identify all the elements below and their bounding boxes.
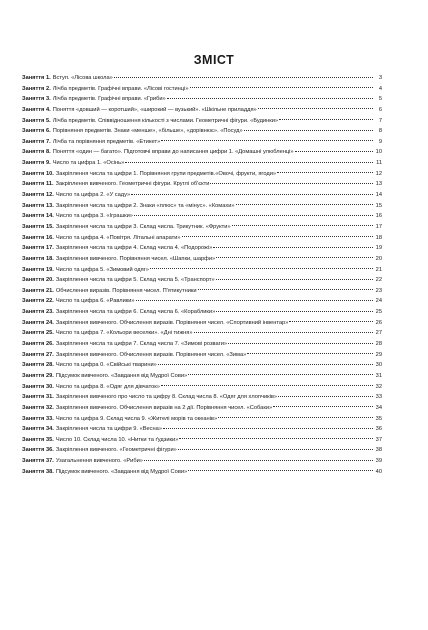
toc-entry-page: 19: [375, 245, 382, 252]
toc-entry-label: Заняття 31.: [22, 394, 54, 401]
toc-entry-title: Закріплення вивченого. Обчислення виразів на 2 дії. Порівняння чисел. «Собаки»: [55, 404, 273, 411]
dot-leader: [188, 374, 373, 375]
toc-entry-page: 37: [375, 436, 382, 443]
toc-entry: [22, 265, 382, 276]
dot-leader: [134, 215, 373, 216]
toc-entry-page: 12: [375, 170, 382, 177]
toc-entry: [22, 169, 382, 180]
toc-entry-page: 13: [375, 181, 382, 188]
toc-entry-title: Число та цифра 3. «Іграшки»: [55, 213, 133, 220]
dot-leader: [161, 140, 373, 141]
toc-entry-title: Обчислення виразів. Порівняння чисел. П'ятикутники: [55, 287, 197, 294]
toc-entry: [22, 392, 382, 403]
dot-leader: [178, 449, 373, 450]
toc-entry-title: Лічба та порівняння предметів. «Етикет»: [52, 138, 161, 145]
toc-entry-label: Заняття 33.: [22, 415, 54, 422]
toc-entry: [22, 222, 382, 233]
toc-entry-label: Заняття 13.: [22, 202, 54, 209]
toc-entry-label: Заняття 22.: [22, 298, 54, 305]
toc-entry-title: Підсумок вивченого. «Завдання від Мудрої Сови»: [55, 372, 188, 379]
toc-entry: [22, 350, 382, 361]
toc-entry: [22, 201, 382, 212]
toc-entry-page: 3: [378, 75, 382, 81]
toc-entry: [22, 307, 382, 318]
toc-entry-title: Закріплення вивченого. Геометричні фігури. Круглі об'єкти: [55, 181, 210, 188]
dot-leader: [144, 460, 373, 461]
toc-entry-title: Порівняння предметів. Знаки «менше», «більше», «дорівнює». «Посуд»: [52, 128, 243, 135]
dot-leader: [150, 268, 373, 269]
toc-entry-title: Закріплення числа та цифри 6. Склад числа 6. «Кораблики»: [55, 309, 216, 316]
toc-entry-title: Закріплення числа та цифри 1. Порівняння групи предметів.«Овочі, фрукти, ягоди»: [55, 170, 277, 177]
dot-leader: [228, 343, 373, 344]
toc-entry: [22, 126, 382, 137]
toc-entry-page: 36: [375, 426, 382, 433]
toc-entry: [22, 371, 382, 382]
dot-leader: [210, 183, 373, 184]
toc-entry-title: Закріплення числа та цифри 9. «Весна»: [55, 426, 162, 433]
toc-entry-label: Заняття 14.: [22, 213, 54, 220]
toc-entry-page: 11: [376, 160, 382, 167]
toc-entry-label: Заняття 12.: [22, 192, 54, 199]
toc-entry-title: Число та цифра 4. «Повітря. Літальні апарати»: [55, 234, 181, 241]
dot-leader: [161, 385, 373, 386]
toc-entry-page: 29: [375, 351, 382, 358]
toc-entry-label: Заняття 24.: [22, 319, 54, 326]
dot-leader: [198, 289, 373, 290]
toc-entry-title: Число та цифра 2. «У саду»: [55, 192, 131, 199]
dot-leader: [247, 353, 373, 354]
dot-leader: [218, 417, 373, 418]
toc-entry: [22, 233, 382, 244]
toc-entry-label: Заняття 2.: [22, 85, 51, 92]
toc-entry-label: Заняття 30.: [22, 383, 54, 390]
toc-entry-page: 27: [375, 330, 382, 337]
toc-entry-label: Заняття 5.: [22, 117, 51, 124]
toc-entry-title: Лічба предметів. Графічні вправи. «Лісові гостинці»: [52, 85, 189, 92]
toc-entry-page: 16: [375, 213, 382, 220]
toc-entry: [22, 467, 382, 478]
dot-leader: [167, 98, 373, 99]
toc-entry-page: 7: [378, 117, 382, 124]
toc-entry-title: Закріплення числа та цифри 5. Склад числа 5. «Транспорт»: [55, 277, 215, 284]
dot-leader: [194, 332, 373, 333]
dot-leader: [216, 257, 373, 258]
dot-leader: [136, 300, 373, 301]
toc-entry: [22, 414, 382, 425]
dot-leader: [278, 396, 373, 397]
toc-entry-title: Закріплення вивченого про число та цифру 8. Склад числа 8. «Одяг для хлопчиків»: [55, 394, 278, 401]
toc-entry-label: Заняття 3.: [22, 96, 51, 103]
toc-entry-page: 33: [375, 394, 382, 401]
toc-entry: [22, 147, 382, 158]
toc-entry-title: Закріплення вивченого. Обчислення виразів. Порівняння чисел. «Зима»: [55, 351, 247, 358]
toc-entry-label: Заняття 10.: [22, 170, 54, 177]
toc-entry-page: 8: [378, 128, 382, 135]
toc-entry-title: Закріплення вивченого. «Геометричні фігури»: [55, 447, 177, 454]
toc-entry-page: 15: [375, 202, 382, 209]
toc-entry-page: 38: [375, 447, 382, 454]
toc-entry: [22, 254, 382, 265]
toc-entry: [22, 94, 382, 105]
toc-entry: [22, 424, 382, 435]
dot-leader: [216, 311, 373, 312]
toc-entry-title: Число та цифра 7. «Кольори веселки». «Дні тижня»: [55, 330, 193, 337]
toc-entry-title: Число та цифра 9. Склад числа 9. «Жителі морів та океанів»: [55, 415, 218, 422]
toc-entry-label: Заняття 34.: [22, 426, 54, 433]
toc-entry: [22, 73, 382, 84]
toc-entry-page: 28: [375, 341, 382, 348]
toc-entry-label: Заняття 32.: [22, 404, 54, 411]
toc-entry-label: Заняття 4.: [22, 106, 51, 113]
toc-entry: [22, 382, 382, 393]
toc-entry-title: Узагальнення вивченого. «Риби»: [55, 458, 143, 465]
dot-leader: [158, 364, 373, 365]
toc-entry: [22, 211, 382, 222]
toc-entry: [22, 137, 382, 148]
toc-list: [22, 73, 382, 477]
toc-entry-label: Заняття 7.: [22, 138, 51, 145]
dot-leader: [125, 162, 373, 163]
dot-leader: [295, 151, 373, 152]
toc-entry-title: Вступ. «Лісова школа»: [52, 75, 113, 81]
dot-leader: [236, 204, 373, 205]
toc-entry-page: 14: [375, 192, 382, 199]
dot-leader: [232, 225, 373, 226]
toc-entry-page: 10: [375, 149, 382, 156]
toc-entry-label: Заняття 23.: [22, 309, 54, 316]
toc-entry-title: Число та цифра 8. «Одяг для дівчаток»: [55, 383, 160, 390]
toc-entry-title: Закріплення числа та цифри 2. Знаки «плюс» та «мінус». «Комахи»: [55, 202, 235, 209]
dot-leader: [277, 172, 373, 173]
toc-entry-page: 34: [375, 404, 382, 411]
toc-entry-page: 24: [375, 298, 382, 305]
toc-entry: [22, 328, 382, 339]
toc-entry-label: Заняття 6.: [22, 128, 51, 135]
toc-entry-title: Закріплення числа та цифри 7. Склад числа 7. «Зимові розваги»: [55, 341, 228, 348]
toc-entry-page: 17: [375, 223, 382, 230]
toc-entry-label: Заняття 15.: [22, 223, 54, 230]
toc-entry-label: Заняття 18.: [22, 255, 54, 262]
dot-leader: [213, 247, 373, 248]
toc-entry: [22, 296, 382, 307]
toc-entry-label: Заняття 16.: [22, 234, 54, 241]
toc-entry-label: Заняття 1.: [22, 75, 51, 81]
toc-entry: [22, 435, 382, 446]
toc-entry-page: 21: [375, 266, 382, 273]
toc-entry-label: Заняття 19.: [22, 266, 54, 273]
toc-entry-title: Закріплення числа та цифри 3. Склад числа. Трикутник. «Фрукти»: [55, 223, 231, 230]
toc-entry-page: 32: [375, 383, 382, 390]
toc-entry: [22, 456, 382, 467]
toc-entry-page: 4: [378, 85, 382, 92]
toc-entry-title: Закріплення вивченого. Обчислення виразів. Порівняння чисел. «Спортивний інвентар»: [55, 319, 289, 326]
toc-entry-label: Заняття 21.: [22, 287, 54, 294]
dot-leader: [279, 119, 373, 120]
toc-entry-label: Заняття 8.: [22, 149, 51, 156]
toc-entry: [22, 445, 382, 456]
toc-entry-title: Підсумок вивченого. «Завдання від Мудрої Сови»: [55, 468, 188, 475]
toc-entry-title: Число та цифра 1. «Осінь»: [52, 160, 125, 167]
toc-entry-label: Заняття 38.: [22, 468, 54, 475]
toc-entry-page: 22: [375, 277, 382, 284]
toc-entry: [22, 286, 382, 297]
toc-entry-label: Заняття 28.: [22, 362, 54, 369]
toc-entry-page: 23: [375, 287, 382, 294]
toc-entry: [22, 116, 382, 127]
dot-leader: [188, 470, 373, 471]
toc-entry-title: Число 10. Склад числа 10. «Нитки та ґудзики»: [55, 436, 179, 443]
toc-entry-label: Заняття 17.: [22, 245, 54, 252]
toc-entry-label: Заняття 29.: [22, 372, 54, 379]
toc-entry-page: 6: [378, 106, 382, 113]
toc-entry-label: Заняття 37.: [22, 458, 54, 465]
toc-entry-page: 25: [375, 309, 382, 316]
dot-leader: [273, 406, 373, 407]
toc-entry: [22, 360, 382, 371]
toc-entry-page: 40: [375, 468, 382, 475]
page-title: ЗМІСТ: [193, 53, 235, 67]
toc-entry-label: Заняття 26.: [22, 341, 54, 348]
dot-leader: [216, 279, 373, 280]
toc-entry: [22, 190, 382, 201]
toc-entry-title: Число та цифра 6. «Равлики»: [55, 298, 135, 305]
toc-entry-page: 5: [378, 96, 382, 103]
toc-entry-label: Заняття 25.: [22, 330, 54, 337]
toc-entry-title: Число та цифра 5. «Зимовий одяг»: [55, 266, 149, 273]
dot-leader: [244, 130, 373, 131]
toc-entry-page: 35: [375, 415, 382, 422]
toc-entry-page: 31: [375, 372, 382, 379]
dot-leader: [190, 87, 374, 88]
dot-leader: [114, 77, 373, 78]
toc-entry-title: Закріплення числа та цифри 4. Склад числа 4. «Подорожі»: [55, 245, 213, 252]
toc-entry: [22, 275, 382, 286]
dot-leader: [289, 321, 373, 322]
toc-entry-page: 26: [375, 319, 382, 326]
toc-entry-page: 30: [375, 362, 382, 369]
toc-entry-label: Заняття 36.: [22, 447, 54, 454]
toc-entry-title: Поняття «один — багато». Підготовчі вправи до написання цифри 1. «Домашні улюбленці»: [52, 149, 294, 156]
dot-leader: [163, 428, 373, 429]
dot-leader: [131, 194, 373, 195]
toc-entry-page: 39: [375, 458, 382, 465]
toc-entry-label: Заняття 9.: [22, 160, 51, 167]
toc-entry-title: Поняття «довший — коротший», «широкий — вузький». «Шкільне приладдя»: [52, 106, 257, 113]
toc-entry-label: Заняття 20.: [22, 277, 54, 284]
toc-entry-label: Заняття 27.: [22, 351, 54, 358]
toc-entry: [22, 403, 382, 414]
toc-entry: [22, 243, 382, 254]
toc-entry-label: Заняття 35.: [22, 436, 54, 443]
toc-entry-title: Лічба предметів. Співвідношення кількості з числами. Геометричні фігури. «Будинки»: [52, 117, 279, 124]
toc-entry: [22, 84, 382, 95]
dot-leader: [258, 108, 373, 109]
toc-entry: [22, 158, 382, 169]
toc-entry: [22, 318, 382, 329]
toc-entry: [22, 179, 382, 190]
toc-entry-page: 9: [378, 138, 382, 145]
toc-entry: [22, 339, 382, 350]
toc-entry-page: 18: [375, 234, 382, 241]
toc-entry: [22, 105, 382, 116]
toc-entry-page: 20: [375, 255, 382, 262]
toc-entry-title: Число та цифра 0. «Свійські тварини»: [55, 362, 157, 369]
dot-leader: [182, 236, 373, 237]
toc-entry-title: Лічба предметів. Графічні вправи. «Гриби»: [52, 96, 166, 103]
toc-entry-title: Закріплення вивченого. Порівняння чисел. «Шапки, шарфи»: [55, 255, 216, 262]
toc-entry-label: Заняття 11.: [22, 181, 54, 188]
dot-leader: [179, 438, 373, 439]
